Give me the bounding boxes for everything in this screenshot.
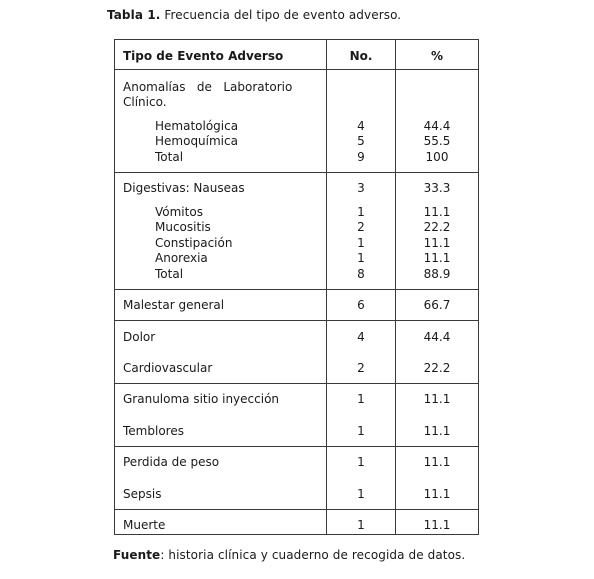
row-count: 8: [357, 267, 365, 281]
row-label: Malestar general: [123, 298, 225, 312]
row-divider: [115, 446, 478, 447]
row-count: 6: [357, 298, 365, 312]
header-type: Tipo de Evento Adverso: [123, 49, 284, 63]
row-percent: 11.1: [423, 424, 451, 438]
row-divider: [115, 509, 478, 510]
adverse-events-table: [114, 39, 479, 535]
row-percent: 11.1: [423, 487, 451, 501]
row-label: Total: [155, 267, 184, 281]
row-label: Hematológica: [155, 119, 239, 133]
group-title: Clínico.: [123, 95, 167, 109]
row-label: Constipación: [155, 236, 233, 250]
column-divider: [395, 40, 396, 534]
row-label: Muerte: [123, 518, 166, 532]
row-label: Anorexia: [155, 251, 208, 265]
caption-label: Tabla 1.: [107, 8, 161, 22]
row-label: Total: [155, 150, 184, 164]
row-count: 1: [357, 236, 365, 250]
row-label: Perdida de peso: [123, 455, 220, 469]
table-caption: [107, 8, 401, 22]
row-divider: [115, 69, 478, 70]
row-divider: [115, 383, 478, 384]
row-count: 1: [357, 424, 365, 438]
header-no: No.: [349, 49, 373, 63]
row-percent: 11.1: [423, 455, 451, 469]
row-count: 4: [357, 119, 365, 133]
row-label: Hemoquímica: [155, 134, 238, 148]
row-percent: 66.7: [423, 298, 451, 312]
row-percent: 11.1: [423, 236, 451, 250]
row-count: 1: [357, 251, 365, 265]
row-percent: 11.1: [423, 518, 451, 532]
row-count: 9: [357, 150, 365, 164]
source-text: : historia clínica y cuaderno de recogida de datos.: [160, 548, 466, 562]
row-label: Sepsis: [123, 487, 162, 501]
row-divider: [115, 289, 478, 290]
row-percent: 22.2: [423, 361, 451, 375]
row-count: 1: [357, 392, 365, 406]
row-count: 2: [357, 220, 365, 234]
row-percent: 100: [425, 150, 449, 164]
row-percent: 55.5: [423, 134, 451, 148]
row-percent: 44.4: [423, 330, 451, 344]
group-title: Digestivas: Nauseas: [123, 181, 245, 195]
row-percent: 11.1: [423, 392, 451, 406]
row-label: Cardiovascular: [123, 361, 213, 375]
row-count: 1: [357, 487, 365, 501]
caption-text: Frecuencia del tipo de evento adverso.: [160, 8, 402, 22]
row-count: 1: [357, 518, 365, 532]
row-divider: [115, 172, 478, 173]
row-label: Mucositis: [155, 220, 211, 234]
row-label: Dolor: [123, 330, 156, 344]
row-percent: 11.1: [423, 205, 451, 219]
row-count: 2: [357, 361, 365, 375]
row-count: 4: [357, 330, 365, 344]
row-count: 3: [357, 181, 365, 195]
column-divider: [326, 40, 327, 534]
source-label: Fuente: [113, 548, 161, 562]
group-title: Anomalías de Laboratorio: [123, 80, 293, 94]
header-pct: %: [430, 49, 444, 63]
row-label: Vómitos: [155, 205, 203, 219]
row-percent: 44.4: [423, 119, 451, 133]
row-divider: [115, 320, 478, 321]
row-percent: 22.2: [423, 220, 451, 234]
row-label: Granuloma sitio inyección: [123, 392, 280, 406]
row-percent: 88.9: [423, 267, 451, 281]
row-count: 1: [357, 205, 365, 219]
table-source-note: [113, 548, 465, 562]
row-label: Temblores: [123, 424, 184, 438]
row-percent: 33.3: [423, 181, 451, 195]
row-percent: 11.1: [423, 251, 451, 265]
row-count: 5: [357, 134, 365, 148]
row-count: 1: [357, 455, 365, 469]
